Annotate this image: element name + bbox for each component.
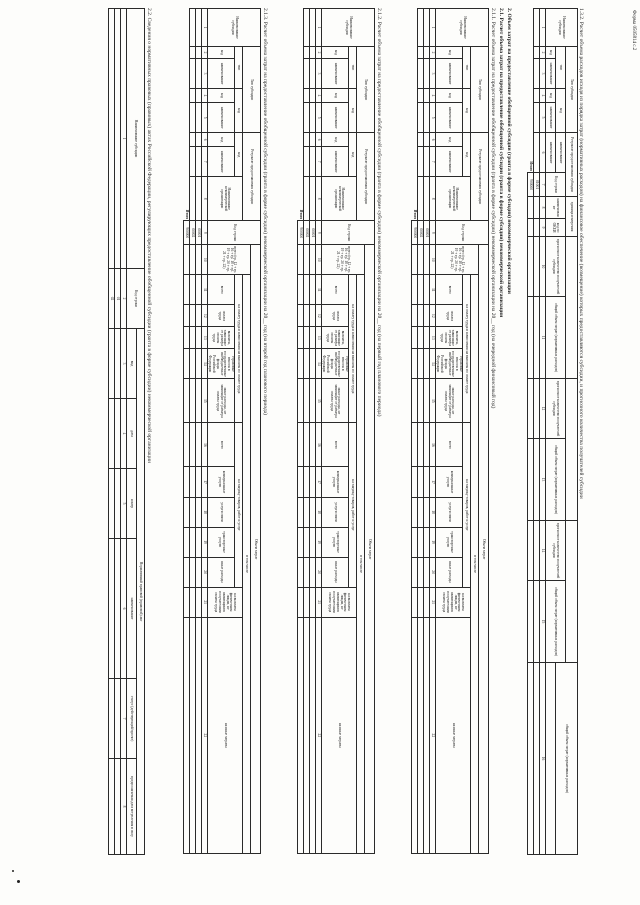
h211-strah: страховые взносы в государственные внебюджетные фонды Российской Федерации <box>435 349 462 379</box>
h213-transport: транспортные услуги <box>207 527 234 557</box>
h22-nomer: номер <box>127 469 137 539</box>
col-num: 7 <box>121 679 127 759</box>
h212-inye-rash: иные расходы, не зависящие от размера оплаты труда <box>321 379 348 423</box>
h212-kod-c: код <box>321 133 348 147</box>
h212-komm: коммунальные услуги <box>321 467 348 497</box>
h212-numbers-row <box>315 9 321 854</box>
row-code: 900000 <box>411 221 417 245</box>
h213-svyaz: услуги связи <box>207 497 234 527</box>
table-row <box>309 9 315 854</box>
h132-cost-2: общий объем затрат (нормативных расходов) <box>546 439 566 521</box>
row-code: 01 <box>115 269 121 329</box>
col-num: 13 <box>201 327 207 349</box>
row-code: 00002 <box>189 221 195 245</box>
h22-act-group: Нормативный правовой (правовой) акт <box>137 329 145 855</box>
col-num: 1 <box>201 9 207 47</box>
row-code: 01001 <box>534 173 540 197</box>
col-num: 8 <box>540 197 546 219</box>
h213-inye: на иные затраты <box>207 617 242 853</box>
h132-forecast-3: прогнозное количество получателей субсидии <box>546 521 566 581</box>
col-num: 16 <box>201 423 207 467</box>
h212-naim-a: наименование <box>321 59 348 89</box>
col-num: 1 <box>315 9 321 47</box>
h22-name: Наименование субсидии <box>127 9 145 269</box>
total-row <box>411 9 417 854</box>
col-num: 20 <box>315 557 321 587</box>
col-num: 9 <box>429 221 435 245</box>
col-num: 20 <box>201 557 207 587</box>
h212-vsego: всего (гр. 12 + гр. 16 + гр. 18 + гр. 19 + гр. 20 + гр. 21 + гр. 22) <box>321 245 364 275</box>
h212-vyplaty-fiz: на выплаты физическим лицам, не являющимся получателями оплаты труда <box>321 587 356 617</box>
total-row <box>297 9 303 854</box>
col-num: 21 <box>201 587 207 617</box>
h211-transport: транспортные услуги <box>435 527 462 557</box>
col-num: 21 <box>315 587 321 617</box>
col-num: 12 <box>540 379 546 439</box>
table-row <box>189 9 195 854</box>
col-num: 2 <box>429 47 435 59</box>
col-num: 22 <box>201 617 207 853</box>
col-num: 6 <box>121 539 127 679</box>
h213-zak-vsego: всего <box>207 423 234 467</box>
col-num: 8 <box>121 759 127 855</box>
h213-kod-stroki: Код строки <box>207 221 260 245</box>
h22-kod-stroki: Код строки <box>127 269 145 329</box>
h132-blank <box>546 663 556 855</box>
col-num: 7 <box>315 147 321 177</box>
table-row <box>115 9 121 855</box>
col-num: 3 <box>540 59 546 89</box>
scan-artifact <box>12 870 14 872</box>
h212-naim-b: наименование <box>321 103 348 133</box>
h22-naimenovanie: наименование <box>127 539 137 679</box>
h212-vyplaty: выплаты, зависящие от размера оплаты труда <box>321 327 348 349</box>
h22-status <box>127 679 137 759</box>
col-num: 9 <box>315 221 321 245</box>
col-num: 15 <box>429 379 435 423</box>
col-num: 6 <box>429 133 435 147</box>
h212-kod-a: код <box>321 47 348 59</box>
h211-vsego: всего (гр. 12 + гр. 16 + гр. 18 + гр. 19 + гр. 20 + гр. 21 + гр. 22) <box>435 245 478 275</box>
form-id: Форма 0505814 с.2 <box>631 10 636 51</box>
h22-data: дата <box>127 399 137 469</box>
row-code: 900000 <box>528 173 534 197</box>
col-num: 22 <box>429 617 435 853</box>
h212-strah: страховые взносы в государственные внебюджетные фонды Российской Федерации <box>321 349 348 379</box>
h22-vid: вид <box>127 329 137 399</box>
col-num: 10 <box>315 245 321 275</box>
row-code: 02 <box>109 269 115 329</box>
h211-kod: код <box>463 89 471 133</box>
col-num: 13 <box>315 327 321 349</box>
h212-type-group: Тип субсидии <box>357 47 375 133</box>
h132-year2 <box>566 379 578 521</box>
itogo-label: Итого <box>184 209 189 220</box>
total-row <box>528 9 534 855</box>
col-num: 7 <box>201 147 207 177</box>
itogo-label: Итого <box>529 161 534 172</box>
h211-zak-vsego: всего <box>435 423 462 467</box>
col-num: 19 <box>315 527 321 557</box>
h132-name: Наименование субсидии <box>546 9 578 47</box>
h211-svyaz: услуги связи <box>435 497 462 527</box>
col-num: 8 <box>201 177 207 221</box>
h132-naim-a: наименование <box>546 59 556 89</box>
h213-oplata: оплата труда <box>207 305 234 327</box>
row-code: 900000 <box>183 221 189 245</box>
col-num: 3 <box>121 329 127 399</box>
row-code: 00002 <box>303 221 309 245</box>
h212-kod-b: код <box>321 89 348 103</box>
h211-inye-rash: иные расходы, не зависящие от размера оплаты труда <box>435 379 462 423</box>
col-num: 6 <box>540 133 546 173</box>
h132-forecast-1: прогнозное количество получателей субсидии <box>546 237 566 297</box>
col-num: 18 <box>429 497 435 527</box>
col-num: 7 <box>540 173 546 197</box>
col-num: 21 <box>429 587 435 617</box>
h132-unit-name: наименование <box>546 197 566 219</box>
h211-vyplaty: выплаты, зависящие от размера оплаты труда <box>435 327 462 349</box>
h212-inye: на иные затраты <box>321 617 356 853</box>
h132-type-group: Тип субсидии <box>566 47 578 133</box>
h213-naim-a: наименование <box>207 59 234 89</box>
col-num: 11 <box>540 297 546 379</box>
h213-ot-vsego: всего <box>207 275 234 305</box>
col-num: 15 <box>540 581 546 663</box>
scan-artifact <box>17 880 20 883</box>
h211-tip: тип <box>463 47 471 89</box>
h212-vtch: в том числе <box>357 275 365 854</box>
table-row <box>195 9 201 854</box>
h212-res-kod: код <box>349 133 357 177</box>
h212-transport: транспортные услуги <box>321 527 348 557</box>
h213-type-group: Тип субсидии <box>243 47 261 133</box>
h213-vyplaty: выплаты, зависящие от размера оплаты труда <box>207 327 234 349</box>
h211-naim-c: наименование <box>435 147 462 177</box>
col-num: 6 <box>315 133 321 147</box>
col-num: 4 <box>315 89 321 103</box>
col-num: 14 <box>540 521 546 581</box>
h132-numbers-row <box>540 9 546 855</box>
h211-numbers-row <box>429 9 435 854</box>
h211-inye: на иные затраты <box>435 617 470 853</box>
col-num: 18 <box>315 497 321 527</box>
col-num: 4 <box>201 89 207 103</box>
h213-result: Результат предоставления субсидии <box>243 133 261 221</box>
h213-oplata-group: на оплату труда и начисления на выплаты по оплате труда <box>235 275 243 423</box>
section-132-title: 1.3.2. Расчет объема расходов исходя из порядка затрат (нормативных расходов) на финансовое обеспечение (возмещение) которых предоставляются субсидии, и прогнозного количества получателей субсидии <box>578 8 584 499</box>
table-row <box>109 9 115 855</box>
col-num: 6 <box>201 133 207 147</box>
col-num: 4 <box>121 399 127 469</box>
col-num: 11 <box>429 275 435 305</box>
h211-kod-b: код <box>435 89 462 103</box>
h212-zakupka-group: на закупку товаров, работ и услуг <box>349 423 357 587</box>
h22-status-label: статус <box>130 695 135 706</box>
table-row <box>423 9 429 854</box>
h212-svyaz: услуги связи <box>321 497 348 527</box>
col-num: 12 <box>429 305 435 327</box>
h211-kod-c: код <box>435 133 462 147</box>
h211-naim-a: наименование <box>435 59 462 89</box>
h132-okei: код по ОКЕИ <box>546 219 566 237</box>
h132-result-naim: наименование <box>556 133 566 173</box>
col-num: 3 <box>429 59 435 89</box>
h213-kod-b: код <box>207 89 234 103</box>
table-row <box>417 9 423 854</box>
h213-kod-c: код <box>207 133 234 147</box>
h211-kod-stroki: Код строки <box>435 221 488 245</box>
col-num: 16 <box>540 663 546 855</box>
col-num: 7 <box>429 147 435 177</box>
table-22 <box>108 8 145 855</box>
col-num: 19 <box>201 527 207 557</box>
col-num: 8 <box>429 177 435 221</box>
col-num: 22 <box>315 617 321 853</box>
col-num: 2 <box>315 47 321 59</box>
h211-naim-b: наименование <box>435 103 462 133</box>
col-num: 13 <box>540 439 546 521</box>
h132-kod: код <box>556 89 566 133</box>
col-num: 19 <box>429 527 435 557</box>
h212-naim-c: наименование <box>321 147 348 177</box>
section-213-title: 2.1.3. Расчет объема затрат на предоставление обобщенной субсидии (гранта в форме субсидии) некоммерческой организации на 20__ год (на второй год планового периода) <box>262 8 268 416</box>
h132-cost-3: общий объем затрат (нормативных расходов) <box>546 581 566 663</box>
h211-res-kod: код <box>463 133 471 177</box>
col-num: 17 <box>315 467 321 497</box>
table-row <box>303 9 309 854</box>
col-num: 10 <box>201 245 207 275</box>
h211-oplata: оплата труда <box>435 305 462 327</box>
h211-oplata-group: на оплату труда и начисления на выплаты по оплате труда <box>463 275 471 423</box>
h213-naim-c: наименование <box>207 147 234 177</box>
h132-total: общий объем затрат (нормативных расходов) <box>556 663 578 855</box>
h212-kod-stroki: Код строки <box>321 221 374 245</box>
col-num: 5 <box>315 103 321 133</box>
col-num: 13 <box>429 327 435 349</box>
h132-result: Результат предоставления субсидии <box>566 133 578 197</box>
h212-tip: тип <box>349 47 357 89</box>
col-num: 14 <box>201 349 207 379</box>
h213-vyplaty-fiz: на выплаты физическим лицам, не являющимся получателями оплаты труда <box>207 587 242 617</box>
col-num: 17 <box>201 467 207 497</box>
h132-year1 <box>566 237 578 379</box>
col-num: 14 <box>429 349 435 379</box>
col-num: 5 <box>201 103 207 133</box>
row-code: 00001 <box>195 221 201 245</box>
col-num: 2 <box>540 47 546 59</box>
h212-name: Наименование субсидии <box>321 9 374 47</box>
col-num: 4 <box>540 89 546 103</box>
col-num: 2 <box>201 47 207 59</box>
h212-kod: код <box>349 89 357 133</box>
col-num: 10 <box>429 245 435 275</box>
h212-org: Наименование некоммерческой организации <box>321 177 356 221</box>
h211-type-group: Тип субсидии <box>471 47 489 133</box>
col-num: 5 <box>540 103 546 133</box>
table-212 <box>297 8 375 854</box>
col-num: 2 <box>121 269 127 329</box>
h213-inye-rash: иные расходы, не зависящие от размера оплаты труда <box>207 379 234 423</box>
h132-res-naim: наименование <box>546 133 556 173</box>
h211-name: Наименование субсидии <box>435 9 488 47</box>
section-2-title: 2. Объем затрат на предоставление обобщенной субсидии (гранта в форме субсидии) некоммерческой организации <box>506 8 512 294</box>
h132-year3 <box>566 521 578 663</box>
col-num: 1 <box>121 9 127 269</box>
col-num: 3 <box>315 59 321 89</box>
h211-kod-a: код <box>435 47 462 59</box>
col-num: 12 <box>315 305 321 327</box>
row-code: 00001 <box>423 221 429 245</box>
col-num: 5 <box>429 103 435 133</box>
h132-type: тип <box>556 47 566 89</box>
col-num: 5 <box>121 469 127 539</box>
col-num: 16 <box>315 423 321 467</box>
h213-zakupka-group: на закупку товаров, работ и услуг <box>235 423 243 587</box>
col-num: 11 <box>315 275 321 305</box>
h213-vsego: всего (гр. 12 + гр. 16 + гр. 18 + гр. 19 + гр. 20 + гр. 21 + гр. 22) <box>207 245 250 275</box>
h213-numbers-row <box>201 9 207 854</box>
h211-inye-zak: иные расходы <box>435 557 462 587</box>
h132-unit: единица измерения <box>566 197 578 237</box>
h132-kod-b: код <box>546 89 556 103</box>
h213-total-group: Объем затрат <box>251 245 261 854</box>
col-num: 10 <box>540 237 546 297</box>
h212-total-group: Объем затрат <box>365 245 375 854</box>
h213-komm: коммунальные услуги <box>207 467 234 497</box>
h213-kod-a: код <box>207 47 234 59</box>
h212-result: Результат предоставления субсидии <box>357 133 375 221</box>
h22-status-note: (действующий/проект) <box>130 706 135 742</box>
col-num: 20 <box>429 557 435 587</box>
h132-naim-b: наименование <box>546 103 556 133</box>
section-211-title: 2.1.1. Расчет объема затрат на предоставление обобщенной субсидии (гранта в форме субсидии) некоммерческой организации на 20__ год (на очередной финансовый год) <box>490 8 496 409</box>
h211-vtch: в том числе <box>471 275 479 854</box>
col-num: 18 <box>201 497 207 527</box>
col-num: 4 <box>429 89 435 103</box>
col-num: 8 <box>315 177 321 221</box>
h211-result: Результат предоставления субсидии <box>471 133 489 221</box>
h212-ot-vsego: всего <box>321 275 348 305</box>
table-213 <box>183 8 261 854</box>
h211-vyplaty-fiz: на выплаты физическим лицам, не являющимся получателями оплаты труда <box>435 587 470 617</box>
col-num: 17 <box>429 467 435 497</box>
h211-total-group: Объем затрат <box>479 245 489 854</box>
h213-org: Наименование некоммерческой организации <box>207 177 242 221</box>
h213-strah: страховые взносы в государственные внебюджетные фонды Российской Федерации <box>207 349 234 379</box>
h211-komm: коммунальные услуги <box>435 467 462 497</box>
h213-vtch: в том числе <box>243 275 251 854</box>
h211-zakupka-group: на закупку товаров, работ и услуг <box>463 423 471 587</box>
col-num: 15 <box>315 379 321 423</box>
h213-res-kod: код <box>235 133 243 177</box>
section-22-title: 2.2. Сведения о нормативных правовых (правовых) актах Российской Федерации, регулирующих предоставление обобщенной субсидии (гранта в форме субсидии) некоммерческой организации <box>146 8 152 463</box>
col-num: 15 <box>201 379 207 423</box>
h211-org: Наименование некоммерческой организации <box>435 177 470 221</box>
h22-date-status: предполагаемая дата вступления в силу <box>127 759 137 855</box>
table-211 <box>411 8 489 854</box>
h213-kod: код <box>235 89 243 133</box>
col-num: 14 <box>315 349 321 379</box>
itogo-label: Итого <box>298 209 303 220</box>
section-212-title: 2.1.2. Расчет объема затрат на предоставление обобщенной субсидии (гранта в форме субсидии) некоммерческой организации на 20__ год (на первый год планового периода) <box>376 8 382 417</box>
h22-numbers-row <box>121 9 127 855</box>
h212-inye-zak: иные расходы <box>321 557 348 587</box>
col-num: 12 <box>201 305 207 327</box>
col-num: 9 <box>540 219 546 237</box>
col-num: 3 <box>201 59 207 89</box>
row-code: 900000 <box>297 221 303 245</box>
h213-naim-b: наименование <box>207 103 234 133</box>
h132-cost-1: общий объем затрат (нормативных расходов) <box>546 297 566 379</box>
h213-name: Наименование субсидии <box>207 9 260 47</box>
table-132 <box>527 8 578 855</box>
col-num: 11 <box>201 275 207 305</box>
h132-forecast-2: прогнозное количество получателей субсидии <box>546 379 566 439</box>
h213-tip: тип <box>235 47 243 89</box>
h212-zak-vsego: всего <box>321 423 348 467</box>
row-code: 00002 <box>417 221 423 245</box>
h132-kod-a: код <box>546 47 556 59</box>
h211-ot-vsego: всего <box>435 275 462 305</box>
table-row <box>534 9 540 855</box>
col-num: 1 <box>429 9 435 47</box>
section-21-title: 2.1. Расчет объема затрат на предоставление обобщенной субсидии (гранта в форме субсидии) некоммерческой организации <box>498 8 504 318</box>
col-num: 9 <box>201 221 207 245</box>
h212-oplata-group: на оплату труда и начисления на выплаты по оплате труда <box>349 275 357 423</box>
itogo-label: Итого <box>412 209 417 220</box>
col-num: 16 <box>429 423 435 467</box>
h132-kod-stroki: Код строки <box>546 173 566 197</box>
h212-oplata: оплата труда <box>321 305 348 327</box>
h213-inye-zak: иные расходы <box>207 557 234 587</box>
row-code: 00001 <box>309 221 315 245</box>
total-row <box>183 9 189 854</box>
col-num: 1 <box>540 9 546 47</box>
